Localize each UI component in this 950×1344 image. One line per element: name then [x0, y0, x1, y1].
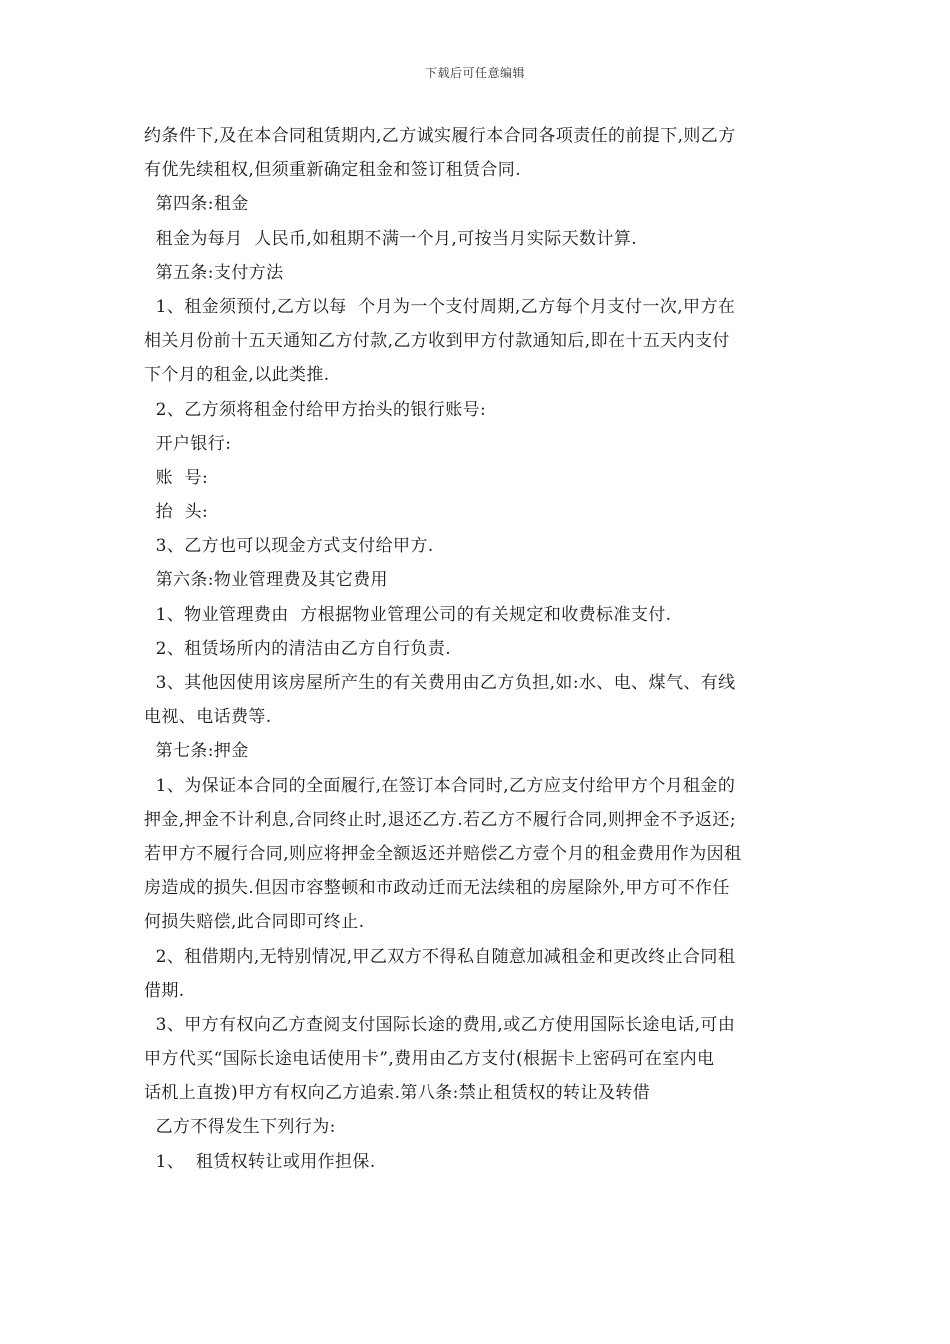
text-line: 房造成的损失.但因市容整顿和市政动迁而无法续租的房屋除外,甲方可不作任: [144, 878, 730, 899]
text-line: 第六条:物业管理费及其它费用: [144, 570, 388, 591]
text-line: 话机上直拨)甲方有权向乙方追索.第八条:禁止租赁权的转让及转借: [144, 1083, 651, 1104]
text-line: 1、租金须预付,乙方以每 个月为一个支付周期,乙方每个月支付一次,甲方在: [144, 296, 736, 317]
text-line: 账 号:: [144, 467, 209, 488]
text-line: 何损失赔偿,此合同即可终止.: [144, 912, 365, 933]
text-line: 电视、电话费等.: [144, 707, 272, 728]
text-line: 第七条:押金: [144, 741, 249, 762]
text-line: 开户银行:: [144, 433, 232, 454]
text-line: 抬 头:: [144, 502, 209, 523]
text-line: 租金为每月 人民币,如租期不满一个月,可按当月实际天数计算.: [144, 228, 638, 249]
text-line: 第五条:支付方法: [144, 262, 284, 283]
text-line: 乙方不得发生下列行为:: [144, 1117, 336, 1138]
text-line: 1、物业管理费由 方根据物业管理公司的有关规定和收费标准支付.: [144, 604, 672, 625]
text-line: 1、 租赁权转让或用作担保.: [144, 1151, 376, 1172]
text-line: 甲方代买“国际长途电话使用卡”,费用由乙方支付(根据卡上密码可在室内电: [144, 1049, 715, 1070]
document-body: [144, 119, 808, 1179]
text-line: 下个月的租金,以此类推.: [144, 365, 330, 386]
text-line: 若甲方不履行合同,则应将押金全额返还并赔偿乙方壹个月的租金费用作为因租: [144, 843, 742, 864]
text-line: 有优先续租权,但须重新确定租金和签订租赁合同.: [144, 160, 522, 181]
text-line: 约条件下,及在本合同租赁期内,乙方诚实履行本合同各项责任的前提下,则乙方: [144, 126, 736, 146]
text-line: 借期.: [144, 980, 185, 1001]
text-line: 2、租借期内,无特别情况,甲乙双方不得私自随意加减租金和更改终止合同租: [144, 946, 736, 967]
text-line: 3、甲方有权向乙方查阅支付国际长途的费用,或乙方使用国际长途电话,可由: [144, 1014, 736, 1035]
text-line: 3、乙方也可以现金方式支付给甲方.: [144, 536, 434, 557]
text-line: 2、乙方须将租金付给甲方抬头的银行账号:: [144, 399, 487, 420]
text-line: 1、为保证本合同的全面履行,在签订本合同时,乙方应支付给甲方个月租金的: [144, 775, 736, 796]
text-line: 3、其他因使用该房屋所产生的有关费用由乙方负担,如:水、电、煤气、有线: [144, 673, 736, 693]
text-line: 相关月份前十五天通知乙方付款,乙方收到甲方付款通知后,即在十五天内支付: [144, 331, 730, 352]
page-header: 下载后可任意编辑: [424, 66, 525, 80]
text-line: 第四条:租金: [144, 194, 249, 215]
text-line: 押金,押金不计利息,合同终止时,退还乙方.若乙方不履行合同,则押金不予返还;: [144, 809, 736, 830]
text-line: 2、租赁场所内的清洁由乙方自行负责.: [144, 638, 452, 659]
